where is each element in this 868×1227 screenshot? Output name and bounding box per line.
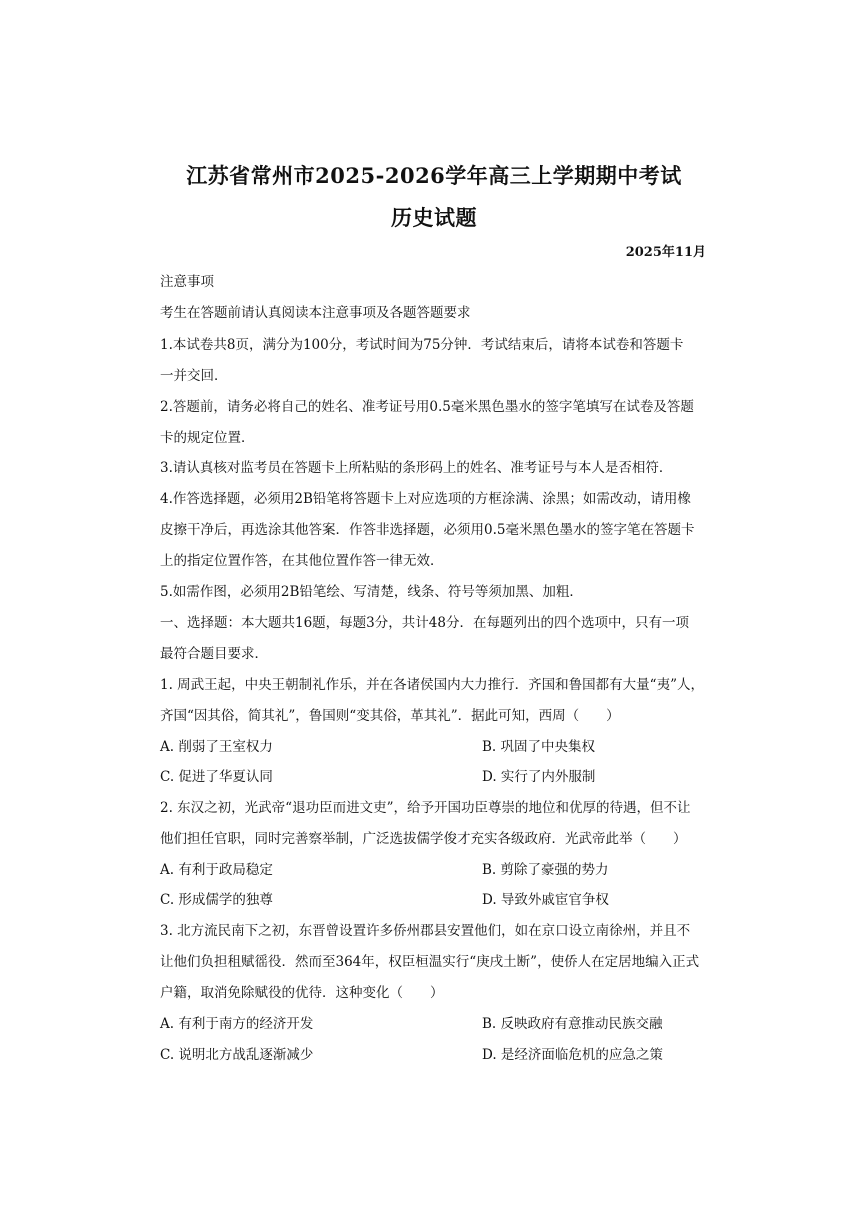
question-1-option-d: D. 实行了内外服制: [482, 769, 596, 785]
notice-item-4a: 4.作答选择题，必须用2B铅笔将答题卡上对应选项的方框涂满、涂黑；如需改动，请用橡: [160, 491, 691, 507]
question-3-option-c: C. 说明北方战乱逐渐减少: [160, 1047, 314, 1063]
notice-item-5: 5.如需作图，必须用2B铅笔绘、写清楚，线条、符号等须加黑、加粗．: [160, 584, 583, 600]
notice-intro: 考生在答题前请认真阅读本注意事项及各题答题要求: [160, 305, 471, 321]
notice-item-4b: 皮擦干净后，再选涂其他答案．作答非选择题，必须用0.5毫米黑色墨水的签字笔在答题卡: [160, 522, 695, 538]
notice-item-1b: 一并交回．: [160, 368, 228, 384]
notice-heading: 注意事项: [160, 274, 214, 290]
notice-item-4c: 上的指定位置作答，在其他位置作答一律无效．: [160, 553, 444, 569]
notice-item-3: 3.请认真核对监考员在答题卡上所粘贴的条形码上的姓名、准考证号与本人是否相符．: [160, 460, 673, 476]
section-heading: 一、选择题：本大题共16题，每题3分，共计48分．在每题列出的四个选项中，只有一项: [160, 615, 689, 631]
question-2-stem: 他们担任官职，同时完善察举制，广泛选拔儒学俊才充实各级政府．光武帝此举（ ）: [160, 831, 687, 847]
question-3-option-d: D. 是经济面临危机的应急之策: [482, 1047, 663, 1063]
notice-item-2a: 2.答题前，请务必将自己的姓名、准考证号用0.5毫米黑色墨水的签字笔填写在试卷及答题: [160, 399, 694, 415]
question-3-stem: 3. 北方流民南下之初，东晋曾设置许多侨州郡县安置他们，如在京口设立南徐州，并且不: [160, 923, 691, 939]
notice-item-2b: 卡的规定位置．: [160, 430, 255, 446]
question-1-option-a: A. 削弱了王室权力: [160, 739, 273, 755]
question-3-option-a: A. 有利于南方的经济开发: [160, 1016, 314, 1032]
question-1-stem: 齐国“因其俗，简其礼”，鲁国则“变其俗，革其礼”．据此可知，西周（ ）: [160, 708, 620, 724]
question-2-option-c: C. 形成儒学的独尊: [160, 892, 273, 908]
question-1-option-b: B. 巩固了中央集权: [482, 739, 596, 755]
question-1-stem: 1. 周武王起，中央王朝制礼作乐，并在各诸侯国内大力推行．齐国和鲁国都有大量“夷”人，: [160, 677, 704, 693]
question-2-option-a: A. 有利于政局稳定: [160, 862, 273, 878]
question-3-stem: 户籍，取消免除赋役的优待．这种变化（ ）: [160, 985, 444, 1001]
notice-item-1a: 1.本试卷共8页，满分为100分，考试时间为75分钟．考试结束后，请将本试卷和答题卡: [160, 337, 684, 353]
question-3-stem: 让他们负担租赋徭役．然而至364年，权臣桓温实行“庚戌土断”，使侨人在定居地编入正式: [160, 954, 700, 970]
exam-subject: 历史试题: [391, 205, 477, 230]
question-3-option-b: B. 反映政府有意推动民族交融: [482, 1016, 663, 1032]
question-1-option-c: C. 促进了华夏认同: [160, 769, 273, 785]
question-2-option-d: D. 导致外戚宦官争权: [482, 892, 609, 908]
question-2-option-b: B. 剪除了豪强的势力: [482, 862, 609, 878]
question-2-stem: 2. 东汉之初，光武帝“退功臣而进文吏”，给予开国功臣尊崇的地位和优厚的待遇，但不让: [160, 800, 691, 816]
section-heading-cont: 最符合题目要求．: [160, 646, 268, 662]
exam-date: 2025年11月: [625, 245, 706, 260]
exam-title: 江苏省常州市2025-2026学年高三上学期期中考试: [186, 163, 682, 188]
